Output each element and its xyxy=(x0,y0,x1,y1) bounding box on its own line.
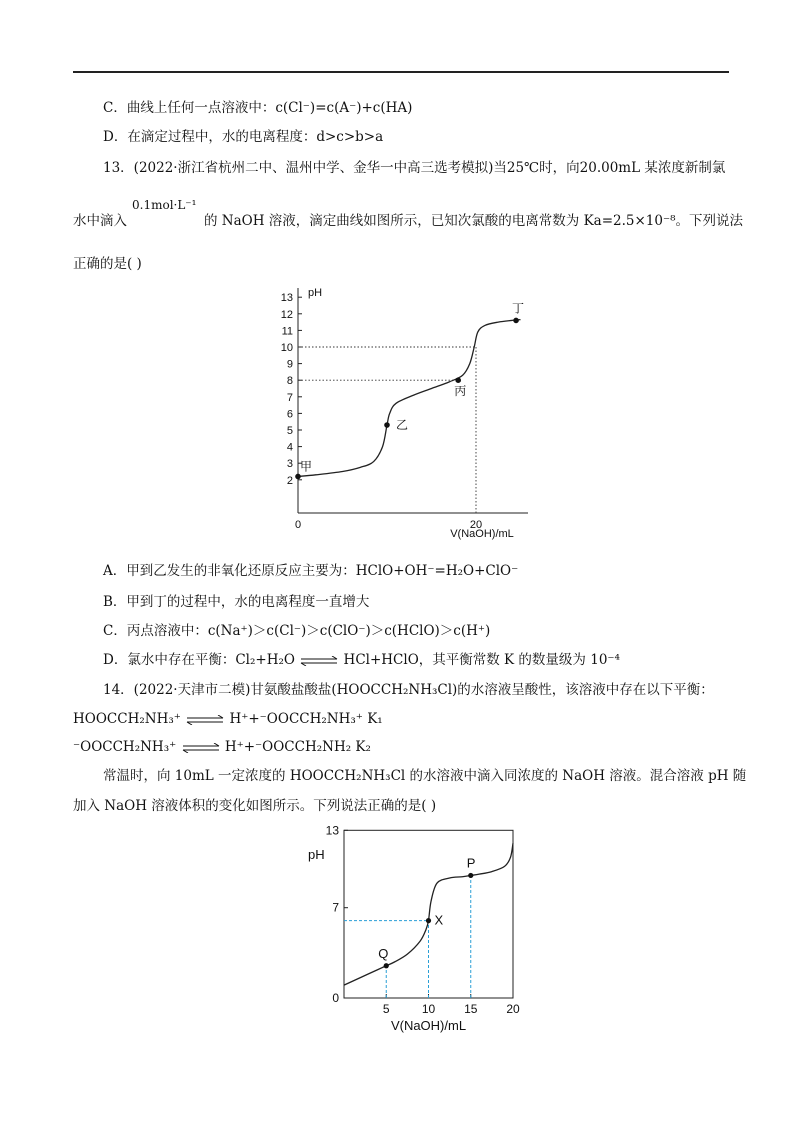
x-tick-label: 15 xyxy=(464,1002,478,1016)
chart2-labels xyxy=(308,823,520,1033)
y-axis-label: pH xyxy=(308,847,325,862)
point-label: 乙 xyxy=(396,418,409,433)
q14-eq2-right: H⁺+⁻OOCCH₂NH₂ K₂ xyxy=(224,739,371,755)
chart1-series-line xyxy=(298,320,521,477)
point-label: Q xyxy=(378,945,389,961)
q14-titration-chart xyxy=(300,822,535,1042)
q14-stem-line3: 加入 NaOH 溶液体积的变化如图所示。下列说法正确的是( ) xyxy=(73,798,437,814)
y-tick-label: 0 xyxy=(332,991,339,1005)
x-tick-label: 20 xyxy=(469,519,483,531)
y-tick-label: 13 xyxy=(280,292,293,305)
y-tick-label: 5 xyxy=(286,425,293,437)
point-label: X xyxy=(434,912,444,928)
y-tick-label: 4 xyxy=(286,441,293,454)
point-label: 甲 xyxy=(300,459,313,474)
q14-stem-line1: 14．(2022·天津市二模)甘氨酸盐酸盐(HOOCCH₂NH₃Cl)的水溶液呈酸性，该溶液中存在以下平衡： xyxy=(103,682,714,698)
q13-stem-line2a: 水中滴入 xyxy=(73,213,127,229)
y-tick-label: 3 xyxy=(286,458,293,471)
q14-eq1-right: H⁺+⁻OOCCH₂NH₃⁺ K₁ xyxy=(229,711,383,727)
y-tick-label: 13 xyxy=(325,823,339,838)
chart2-reference-lines xyxy=(344,875,471,998)
y-tick-label: 11 xyxy=(281,325,293,338)
y-tick-label: 12 xyxy=(280,308,293,321)
chart1-reference-lines xyxy=(298,347,476,513)
q12-option-d: D．在滴定过程中，水的电离程度：d>c>b>a xyxy=(103,129,384,145)
point-label: 丁 xyxy=(512,301,525,316)
equilibrium-arrow-icon xyxy=(181,743,221,753)
x-tick-label: 0 xyxy=(294,519,302,531)
y-tick-label: 2 xyxy=(286,474,293,487)
x-axis-label: V(NaOH)/mL xyxy=(390,1018,467,1033)
q13-concentration: 0.1mol·L⁻¹ xyxy=(132,198,197,212)
chart2-series-line xyxy=(344,843,513,985)
y-tick-label: 7 xyxy=(332,900,339,915)
q14-stem-line2: 常温时，向 10mL 一定浓度的 HOOCCH₂NH₃Cl 的水溶液中滴入同浓度的 NaOH 溶液。混合溶液 pH 随 xyxy=(103,768,747,784)
q14-equilibrium-1 xyxy=(73,710,383,728)
y-tick-label: 7 xyxy=(286,391,293,404)
y-axis-label: pH xyxy=(308,287,323,299)
data-point xyxy=(455,377,461,383)
data-point xyxy=(295,474,301,480)
equilibrium-arrow-icon xyxy=(185,715,225,725)
point-label: 丙 xyxy=(454,384,467,399)
point-label: P xyxy=(466,855,476,871)
q12-option-c: C．曲线上任何一点溶液中：c(Cl⁻)=c(A⁻)+c(HA) xyxy=(103,100,413,116)
q13-option-d-part2: HCl+HClO，其平衡常数 K 的数量级为 10⁻⁴ xyxy=(343,652,620,668)
equilibrium-arrow-icon xyxy=(299,656,339,666)
y-tick-label: 9 xyxy=(286,358,293,371)
x-axis-label: V(NaOH)/mL xyxy=(450,528,514,540)
q13-option-c: C．丙点溶液中：c(Na⁺)＞c(Cl⁻)＞c(ClO⁻)＞c(HClO)＞c(H⁺) xyxy=(103,623,491,639)
q14-equilibrium-2 xyxy=(73,738,371,756)
x-tick-label: 20 xyxy=(506,1002,520,1016)
y-tick-label: 8 xyxy=(286,375,293,388)
data-point xyxy=(426,918,431,923)
chart2-points xyxy=(384,873,474,969)
q13-option-d xyxy=(103,651,620,669)
y-tick-label: 10 xyxy=(280,342,293,354)
q13-titration-chart xyxy=(270,280,570,545)
x-tick-label: 5 xyxy=(382,1002,390,1016)
data-point xyxy=(468,873,473,878)
data-point xyxy=(513,318,519,324)
q13-option-a: A．甲到乙发生的非氧化还原反应主要为：HClO+OH⁻=H₂O+ClO⁻ xyxy=(103,563,519,579)
data-point xyxy=(384,963,389,968)
q13-stem-line3: 正确的是( ) xyxy=(73,256,142,272)
q13-stem-line1: 13．(2022·浙江省杭州二中、温州中学、金华一中高三选考模拟)当25℃时，向20.00mL 某浓度新制氯 xyxy=(103,160,726,176)
q13-option-b: B．甲到丁的过程中，水的电离程度一直增大 xyxy=(103,594,370,610)
header-rule xyxy=(73,71,729,73)
y-tick-label: 6 xyxy=(286,408,293,421)
data-point xyxy=(384,422,390,428)
q13-stem-line2b: 的 NaOH 溶液，滴定曲线如图所示，已知次氯酸的电离常数为 Ka=2.5×10⁻⁸。下列说法 xyxy=(204,213,744,229)
q13-option-d-part1: D．氯水中存在平衡：Cl₂+H₂O xyxy=(103,652,295,668)
q14-eq1-left: HOOCCH₂NH₃⁺ xyxy=(73,711,181,727)
q14-eq2-left: ⁻OOCCH₂NH₃⁺ xyxy=(73,739,177,755)
x-tick-label: 10 xyxy=(421,1002,436,1016)
chart1-axes xyxy=(298,288,528,513)
